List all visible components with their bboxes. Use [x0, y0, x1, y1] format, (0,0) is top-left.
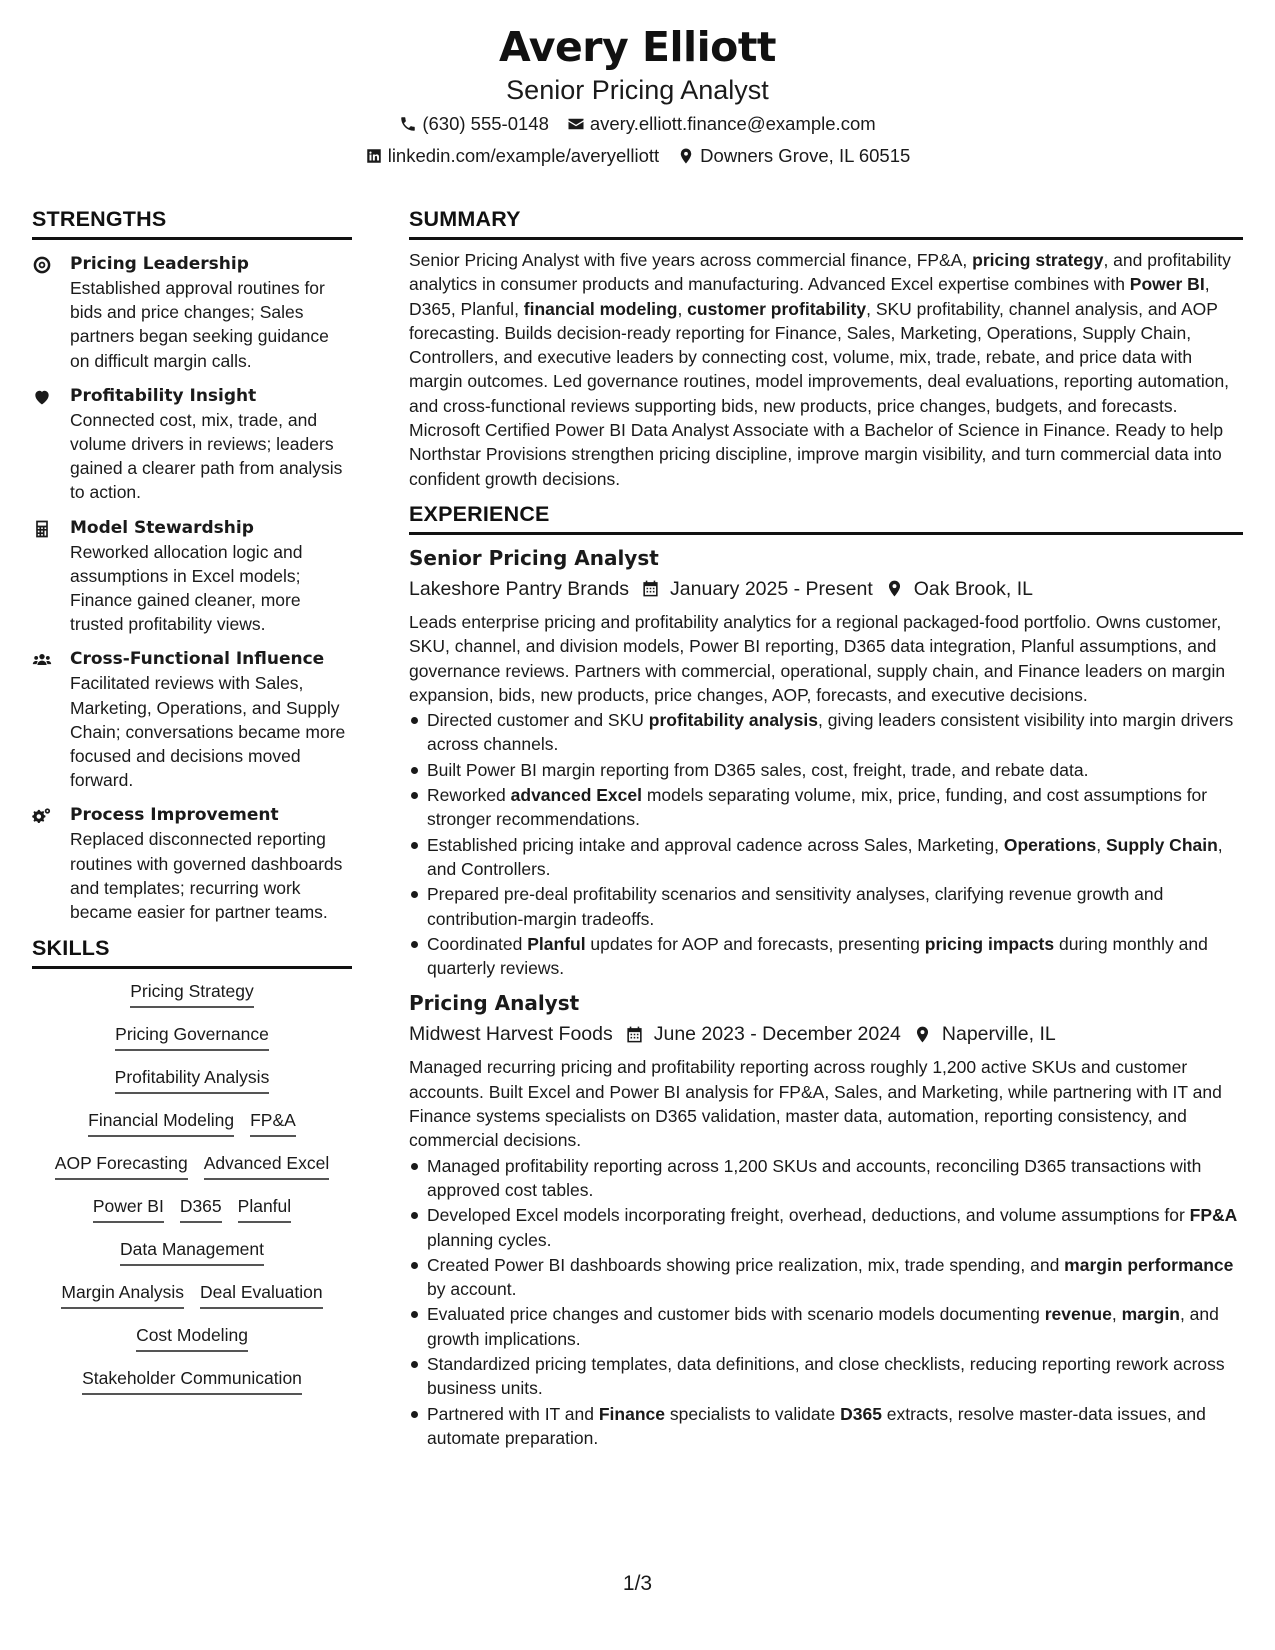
candidate-title: Senior Pricing Analyst — [506, 75, 769, 105]
emphasis-text: Supply Chain — [1105, 834, 1218, 855]
job-location: Oak Brook, IL — [913, 577, 1033, 600]
left-column — [32, 206, 352, 1451]
emphasis-text: margin performance — [1064, 1254, 1234, 1275]
skill-tag: Financial Modeling — [88, 1108, 234, 1137]
strength-description: Connected cost, mix, trade, and volume drivers in reviews; leaders gained a clearer path from analysis to action. — [70, 409, 343, 503]
skill-tag: Pricing Strategy — [130, 979, 254, 1008]
body-text: Developed Excel models incorporating freight, overhead, deductions, and volume assumptions for — [427, 1205, 1190, 1226]
job-entry — [409, 543, 1243, 980]
body-text: , and profitability analytics in consumer products and manufacturing. Advanced Excel expertise combines with — [409, 250, 1231, 295]
job-dates: January 2025 - Present — [670, 577, 873, 600]
body-text: Partnered with IT and — [427, 1403, 599, 1424]
skills-section — [32, 935, 352, 1395]
body-text: Created Power BI dashboards showing price realization, mix, trade spending, and — [427, 1254, 1065, 1275]
job-title: Senior Pricing Analyst — [409, 545, 659, 570]
strength-item — [32, 384, 352, 505]
emphasis-text: customer profitability — [687, 298, 867, 319]
emphasis-text: Finance — [598, 1403, 665, 1424]
map-pin-icon — [677, 147, 695, 165]
jobs-list — [409, 543, 1243, 1450]
strength-title: Model Stewardship — [70, 517, 254, 538]
page-number: 1/3 — [622, 1572, 653, 1595]
company-name: Lakeshore Pantry Brands — [409, 577, 630, 600]
body-text: Established pricing intake and approval cadence across Sales, Marketing, — [427, 834, 1004, 855]
strength-title: Process Improvement — [70, 805, 279, 826]
resume-header — [0, 0, 1275, 168]
skill-tag: Advanced Excel — [204, 1151, 330, 1180]
body-text: specialists to validate — [665, 1403, 841, 1424]
right-column — [409, 206, 1243, 1451]
strength-item — [32, 252, 352, 373]
body-text: , and Controllers. — [427, 834, 1223, 879]
skill-row — [32, 1151, 352, 1180]
heart-icon — [32, 387, 52, 407]
skills-list — [32, 979, 352, 1395]
summary-heading: SUMMARY — [409, 206, 1243, 240]
body-text: Standardized pricing templates, data definitions, and close checklists, reducing reporting rework across business units. — [427, 1353, 1225, 1399]
contact-row-2 — [0, 144, 1275, 168]
strength-description: Established approval routines for bids and price changes; Sales partners began seeking guidance on difficult margin calls. — [70, 278, 329, 371]
bullet-item — [409, 708, 1243, 757]
body-text: Prepared pre-deal profitability scenarios and sensitivity analyses, clarifying revenue growth and contribution-margin tradeoffs. — [427, 884, 1164, 929]
job-meta — [409, 574, 1243, 604]
strength-item — [32, 803, 352, 924]
envelope-icon — [567, 115, 585, 133]
experience-section — [409, 501, 1243, 1450]
body-text: Built Power BI margin reporting from D365 sales, cost, freight, trade, and rebate data. — [427, 759, 1089, 780]
target-icon — [32, 255, 52, 275]
bullet-item — [409, 1302, 1243, 1351]
users-icon — [32, 650, 52, 670]
skill-row — [32, 1323, 352, 1352]
job-dates: June 2023 - December 2024 — [653, 1023, 901, 1046]
bullet-item — [409, 783, 1243, 832]
phone-number: (630) 555-0148 — [422, 113, 549, 134]
body-text: Coordinated — [427, 933, 528, 954]
linkedin-icon — [365, 147, 383, 165]
map-pin-icon — [885, 579, 904, 598]
location-contact — [677, 144, 910, 168]
body-text: , — [677, 298, 688, 319]
job-meta — [409, 1019, 1243, 1049]
bullet-item — [409, 1253, 1243, 1302]
map-pin-icon — [913, 1025, 932, 1044]
skill-tag: Margin Analysis — [61, 1280, 184, 1309]
body-text: planning cycles. — [427, 1229, 552, 1250]
email-contact[interactable] — [567, 112, 876, 136]
body-text: models separating volume, mix, price, funding, and cost assumptions for stronger recommendations. — [427, 785, 1208, 830]
emphasis-text: pricing impacts — [924, 933, 1055, 954]
skill-tag: Deal Evaluation — [200, 1280, 323, 1309]
emphasis-text: Operations — [1003, 834, 1097, 855]
job-bullets — [409, 1154, 1243, 1451]
emphasis-text: profitability analysis — [648, 710, 818, 731]
resume-body — [32, 206, 1243, 1451]
bullet-item — [409, 882, 1243, 931]
emphasis-text: margin — [1121, 1304, 1180, 1325]
skill-tag: Cost Modeling — [136, 1323, 248, 1352]
skill-tag: FP&A — [250, 1108, 296, 1137]
strength-item — [32, 647, 352, 792]
skill-tag: Power BI — [93, 1194, 164, 1223]
emphasis-text: advanced Excel — [510, 785, 642, 806]
strength-description: Reworked allocation logic and assumptions in Excel models; Finance gained cleaner, more trusted profitability views. — [70, 541, 303, 635]
calendar-icon — [641, 579, 660, 598]
job-bullets — [409, 708, 1243, 980]
body-text: , D365, Planful, — [409, 274, 1210, 319]
body-text: updates for AOP and forecasts, presenting — [585, 933, 925, 954]
body-text: , giving leaders consistent visibility into margin drivers across channels. — [427, 710, 1234, 755]
strength-title: Pricing Leadership — [70, 254, 249, 274]
skill-tag: Planful — [238, 1194, 292, 1223]
body-text: Reworked — [427, 785, 511, 806]
candidate-name: Avery Elliott — [498, 23, 777, 71]
emphasis-text: revenue — [1044, 1304, 1112, 1325]
strength-description: Facilitated reviews with Sales, Marketing, Operations, and Supply Chain; conversations became more focused and decisions moved forward. — [70, 673, 346, 791]
body-text: Evaluated price changes and customer bids with scenario models documenting — [427, 1304, 1045, 1325]
skill-tag: Data Management — [120, 1237, 264, 1266]
linkedin-url[interactable]: linkedin.com/example/averyelliott — [387, 145, 660, 166]
body-text: , SKU profitability, channel analysis, and AOP forecasting. Builds decision-ready reporting for Finance, Sales, Marketing, Operations, Supply Chain, Controllers, and executive leaders by connecting cost, volume, mix, trade, rebate, and price data with margin outcomes. Led governance routines, model improvements, deal evaluations, reporting automation, and cross-functional reviews supporting bids, new products, price changes, budgets, and forecasts. Microsoft Certified Power BI Data Analyst Associate with a Bachelor of Science in Finance. Ready to help Northstar Provisions strengthen pricing discipline, improve margin visibility, and turn commercial data into confident growth decisions. — [409, 298, 1230, 489]
emphasis-text: Power BI — [1129, 274, 1205, 295]
skill-row — [32, 1366, 352, 1395]
company-name: Midwest Harvest Foods — [409, 1023, 613, 1046]
skill-tag: D365 — [180, 1194, 222, 1223]
strength-title: Profitability Insight — [70, 385, 257, 406]
bullet-item — [409, 932, 1243, 981]
strength-description: Replaced disconnected reporting routines with governed dashboards and templates; recurring work became easier for partner teams. — [70, 829, 343, 923]
body-text: Senior Pricing Analyst with five years across commercial finance, FP&A, — [409, 250, 973, 270]
bullet-item — [409, 1154, 1243, 1203]
body-text: , — [1096, 834, 1106, 855]
body-text: Managed profitability reporting across 1,200 SKUs and accounts, reconciling D365 transactions with approved cost tables. — [427, 1155, 1202, 1200]
calendar-icon — [625, 1025, 644, 1044]
emphasis-text: financial modeling — [523, 298, 678, 319]
job-description: Managed recurring pricing and profitability reporting across roughly 1,200 active SKUs and customer accounts. Built Excel and Power BI analysis for FP&A, Sales, and Marketing, while partnering with IT and Finance systems specialists on D365 validation, master data, automation, reporting consistency, and commercial decisions. — [409, 1057, 1222, 1151]
body-text: , — [1111, 1304, 1122, 1325]
linkedin-contact[interactable] — [365, 144, 659, 168]
emphasis-text: pricing strategy — [972, 250, 1104, 270]
bullet-item — [409, 1203, 1243, 1252]
bullet-item — [409, 758, 1243, 782]
calculator-icon — [32, 519, 52, 539]
job-location: Naperville, IL — [941, 1023, 1056, 1046]
skill-row — [32, 1065, 352, 1094]
skills-heading: SKILLS — [32, 935, 352, 969]
bullet-item — [409, 833, 1243, 882]
body-text: extracts, resolve master-data issues, and automate preparation. — [427, 1403, 1206, 1448]
job-entry — [409, 988, 1243, 1450]
skill-row — [32, 1022, 352, 1051]
skill-row — [32, 1237, 352, 1266]
skill-tag: Profitability Analysis — [115, 1065, 270, 1094]
body-text: by account. — [427, 1279, 517, 1300]
location-text: Downers Grove, IL 60515 — [700, 145, 911, 166]
gears-icon — [32, 806, 52, 826]
email-address[interactable]: avery.elliott.finance@example.com — [589, 113, 876, 134]
strengths-list — [32, 252, 352, 924]
body-text: , and growth implications. — [427, 1304, 1219, 1349]
emphasis-text: Planful — [527, 933, 586, 954]
phone-icon — [399, 115, 417, 133]
skill-row — [32, 1280, 352, 1309]
strengths-heading: STRENGTHS — [32, 206, 352, 240]
strength-item — [32, 516, 352, 637]
skill-row — [32, 1108, 352, 1137]
emphasis-text: FP&A — [1189, 1205, 1238, 1226]
skill-tag: Stakeholder Communication — [82, 1366, 302, 1395]
skill-row — [32, 979, 352, 1008]
skill-tag: AOP Forecasting — [55, 1151, 188, 1180]
experience-heading: EXPERIENCE — [409, 501, 1243, 535]
bullet-item — [409, 1352, 1243, 1401]
body-text: Directed customer and SKU — [427, 710, 649, 731]
summary-paragraph — [409, 248, 1243, 491]
skill-row — [32, 1194, 352, 1223]
emphasis-text: D365 — [840, 1403, 882, 1424]
contact-row-1 — [0, 112, 1275, 136]
job-title: Pricing Analyst — [409, 991, 580, 1016]
skill-tag: Pricing Governance — [115, 1022, 269, 1051]
body-text: during monthly and quarterly reviews. — [427, 933, 1208, 979]
job-description: Leads enterprise pricing and profitability analytics for a regional packaged-food portfolio. Owns customer, SKU, channel, and division models, Power BI reporting, D365 data integration, Planful assumptions, and governance reviews. Partners with commercial, operational, supply chain, and Finance leaders on margin expansion, bids, new products, price changes, AOP, forecasts, and executive decisions. — [409, 611, 1226, 705]
phone-contact — [399, 112, 549, 136]
bullet-item — [409, 1402, 1243, 1451]
strength-title: Cross-Functional Influence — [70, 649, 325, 670]
